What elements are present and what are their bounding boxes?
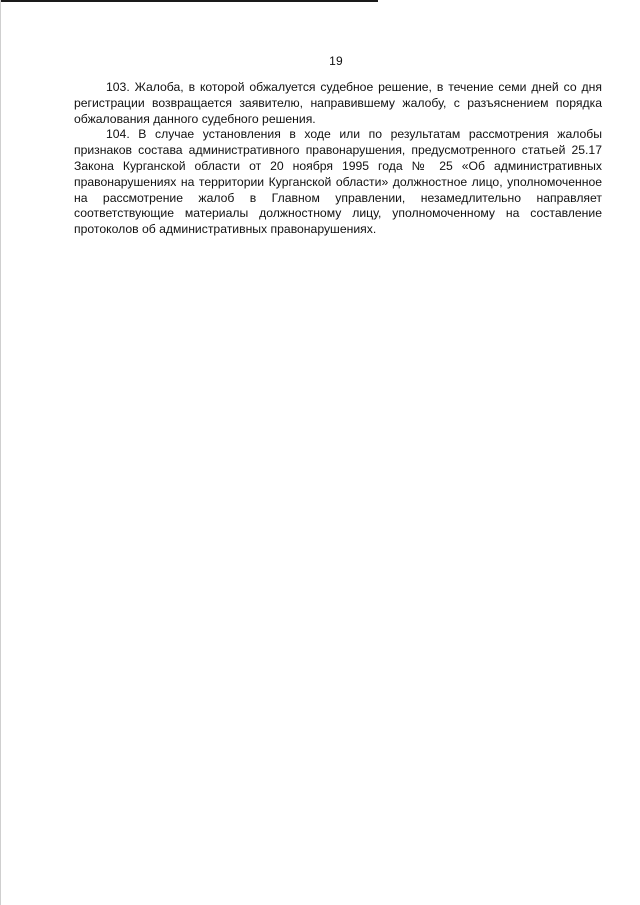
document-body [74,80,602,238]
scan-edge-top [0,0,378,2]
scan-edge-left [0,0,1,905]
paragraph-104: 104. В случае установления в ходе или по результатам рассмотрения жалобы признаков состава административного правонарушения, предусмотренного статьей 25.17 Закона Курганской области от 20 ноября 1995 года № 25 «Об административных правонарушениях на территории Курганской области» должностное лицо, уполномоченное на рассмотрение жалоб в Главном управлении, незамедлительно направляет соответствующие материалы должностному лицу, уполномоченному на составление протоколов об административных правонарушениях. [74,127,602,237]
page-number: 19 [329,54,343,68]
paragraph-103: 103. Жалоба, в которой обжалуется судебное решение, в течение семи дней со дня регистрации возвращается заявителю, направившему жалобу, с разъяснением порядка обжалования данного судебного решения. [74,80,602,126]
